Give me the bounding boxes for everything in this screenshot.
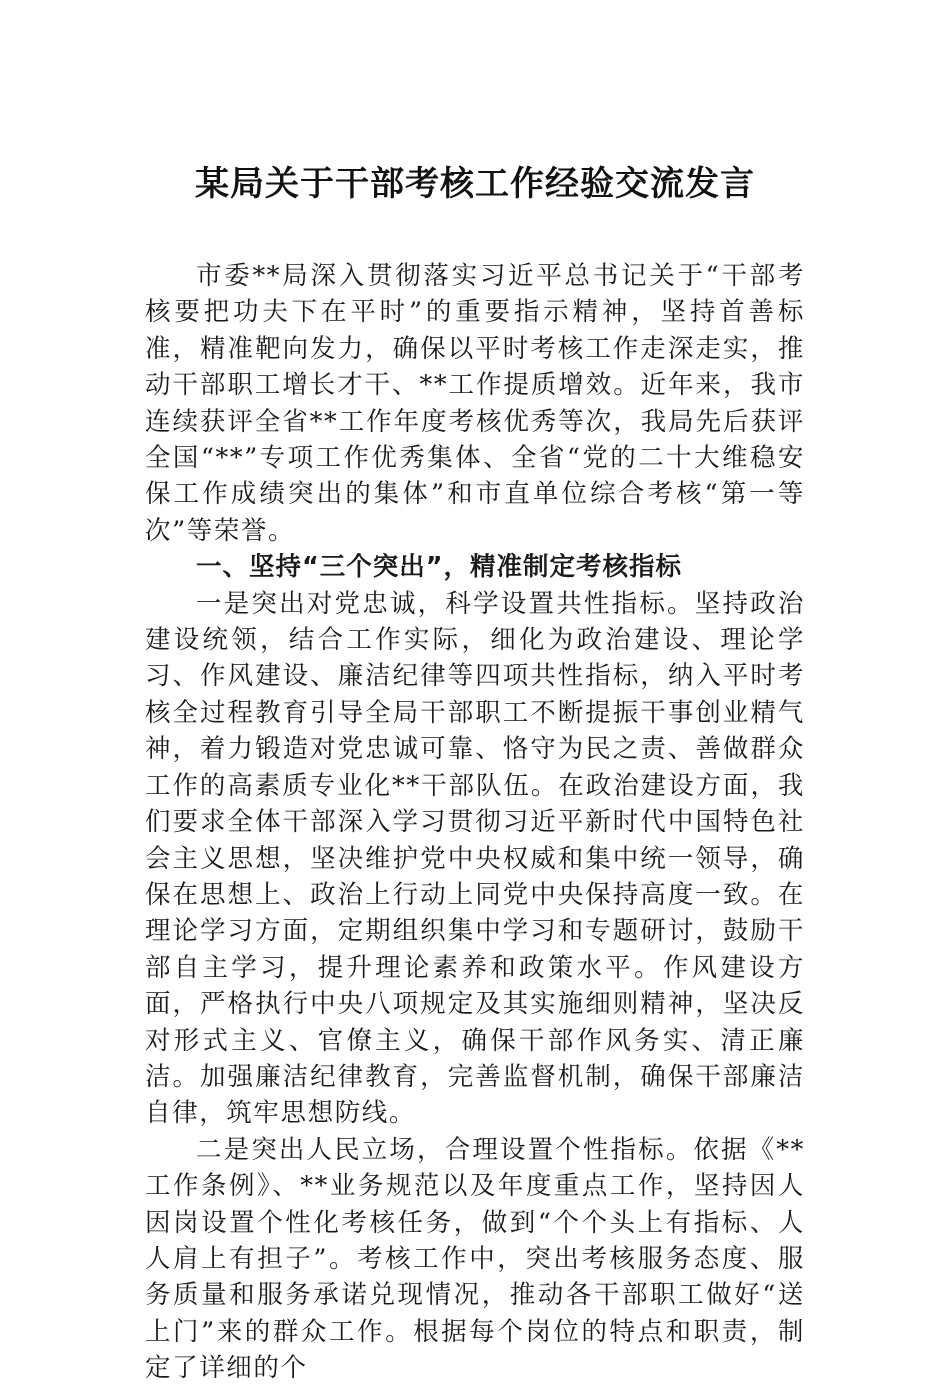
intro-paragraph: 市委**局深入贯彻落实习近平总书记关于“干部考核要把功夫下在平时”的重要指示精神，坚持首善标准，精准靶向发力，确保以平时考核工作走深走实，推动干部职工增长才干、**工作提质增效。近年来，我市连续获评全省**工作年度考核优秀等次，我局先后获评全国“**”专项工作优秀集体、全省“党的二十大维稳安保工作成绩突出的集体”和市直单位综合考核“第一等次”等荣誉。: [145, 261, 805, 546]
section1-paragraph-2: 二是突出人民立场，合理设置个性指标。依据《**工作条例》、**业务规范以及年度重点工作，坚持因人因岗设置个性化考核任务，做到“个个头上有指标、人人肩上有担子”。考核工作中，突出考核服务态度、服务质量和服务承诺兑现情况，推动各干部职工做好“送上门”来的群众工作。根据每个岗位的特点和职责，制定了详细的个: [145, 1134, 805, 1384]
document-title: 某局关于干部考核工作经验交流发言: [195, 164, 755, 204]
section1-paragraph-1: 一是突出对党忠诚，科学设置共性指标。坚持政治建设统领，结合工作实际，细化为政治建设、理论学习、作风建设、廉洁纪律等四项共性指标，纳入平时考核全过程教育引导全局干部职工不断提振干事创业精气神，着力锻造对党忠诚可靠、恪守为民之责、善做群众工作的高素质专业化**干部队伍。在政治建设方面，我们要求全体干部深入学习贯彻习近平新时代中国特色社会主义思想，坚决维护党中央权威和集中统一领导，确保在思想上、政治上行动上同党中央保持高度一致。在理论学习方面，定期组织集中学习和专题研讨，鼓励干部自主学习，提升理论素养和政策水平。作风建设方面，严格执行中央八项规定及其实施细则精神，坚决反对形式主义、官僚主义，确保干部作风务实、清正廉洁。加强廉洁纪律教育，完善监督机制，确保干部廉洁自律，筑牢思想防线。: [145, 588, 805, 1129]
document-body: [145, 258, 805, 1387]
section-heading-1: 一、坚持“三个突出”，精准制定考核指标: [196, 552, 683, 583]
